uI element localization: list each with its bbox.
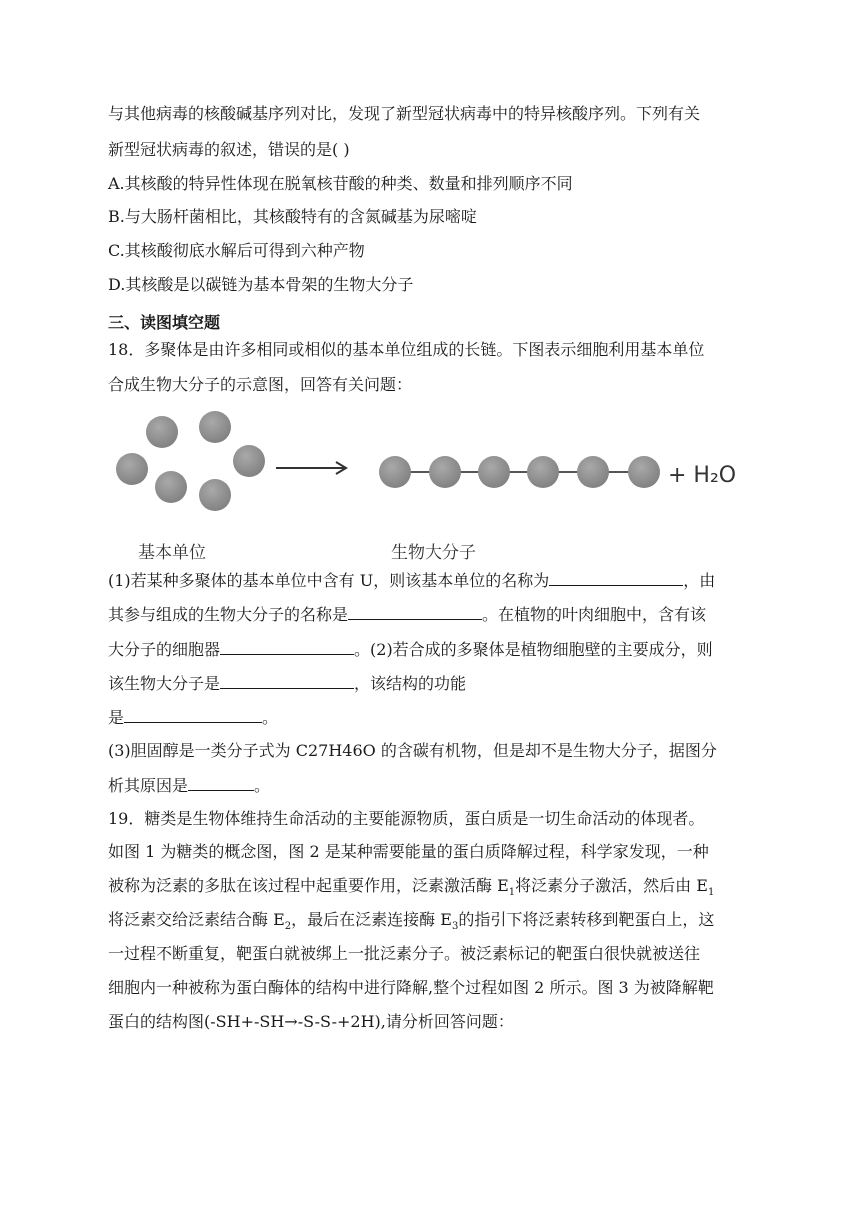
- q19-line-1: 19．糖类是生物体维持生命活动的主要能源物质，蛋白质是一切生命活动的体现者。: [108, 809, 705, 828]
- water-product-label: + H₂O: [668, 463, 737, 488]
- answer-blank-macromolecule-name[interactable]: [348, 604, 482, 620]
- q18-part2-line-1: [108, 673, 466, 694]
- q19-line-5: 一过程不断重复，靶蛋白就被绑上一批泛素分子。被泛素标记的靶蛋白很快就被送往: [108, 944, 701, 963]
- polymer-caption: 生物大分子: [391, 543, 476, 563]
- q18-part3-line-1: (3)胆固醇是一类分子式为 C27H46O 的含碳有机物，但是却不是生物大分子，据图分: [108, 741, 717, 760]
- polymer-unit: [527, 456, 559, 488]
- q18-p1-text-a: (1)若某种多聚体的基本单位中含有 U，则该基本单位的名称为: [108, 571, 550, 590]
- polymer-unit: [379, 456, 411, 488]
- subscript: 1: [508, 887, 516, 899]
- q19-line-7: 蛋白的结构图(-SH+-SH→-S-S-+2H),请分析回答问题：: [108, 1012, 514, 1031]
- q18-p7-text-b: 。: [254, 776, 271, 795]
- monomer-cluster: [116, 411, 265, 511]
- monomer-ball: [233, 445, 265, 477]
- reaction-arrow: [276, 462, 346, 474]
- monomer-ball: [116, 453, 148, 485]
- q18-part2-line-2: [108, 707, 278, 728]
- monomer-caption: 基本单位: [138, 543, 206, 563]
- monomer-ball: [199, 411, 231, 443]
- monomer-ball: [146, 416, 178, 448]
- q19-l4-text-c: 的指引下将泛素转移到靶蛋白上，这: [458, 910, 715, 929]
- q17-stem-line-1: 与其他病毒的核酸碱基序列对比，发现了新型冠状病毒中的特异核酸序列。下列有关: [108, 104, 701, 123]
- polymer-unit: [478, 456, 510, 488]
- q18-p3-text-a: 大分子的细胞器: [108, 640, 221, 659]
- subscript: 2: [284, 921, 292, 933]
- q19-line-3: [108, 876, 715, 899]
- q18-p2-text-a: 其参与组成的生物大分子的名称是: [108, 605, 349, 624]
- answer-blank-function[interactable]: [124, 707, 262, 723]
- monomer-ball: [155, 471, 187, 503]
- q18-p4-text-b: ，该结构的功能: [354, 674, 467, 693]
- q18-p5-text-a: 是: [108, 708, 125, 727]
- q19-l3-text-a: 被称为泛素的多肽在该过程中起重要作用，泛素激活酶 E: [108, 876, 509, 895]
- answer-blank-monomer-name[interactable]: [549, 570, 683, 586]
- q18-p5-text-b: 。: [262, 708, 279, 727]
- subscript: 3: [451, 921, 459, 933]
- q18-stem-line-1: 18．多聚体是由许多相同或相似的基本单位组成的长链。下图表示细胞利用基本单位: [108, 340, 705, 359]
- q18-p3-text-b: 。(2)若合成的多聚体是植物细胞壁的主要成分，则: [354, 640, 713, 659]
- answer-blank-reason[interactable]: [188, 775, 254, 791]
- polymer-unit: [628, 456, 660, 488]
- q18-stem-line-2: 合成生物大分子的示意图，回答有关问题：: [108, 375, 413, 394]
- q17-option-b: B.与大肠杆菌相比，其核酸特有的含氮碱基为尿嘧啶: [108, 207, 477, 226]
- q17-option-c: C.其核酸彻底水解后可得到六种产物: [108, 241, 365, 260]
- subscript: 1: [707, 887, 715, 899]
- polymer-unit: [429, 456, 461, 488]
- q19-line-6: 细胞内一种被称为蛋白酶体的结构中进行降解,整个过程如图 2 所示。图 3 为被降解靶: [108, 978, 714, 997]
- answer-blank-cell-wall-polymer[interactable]: [220, 673, 354, 689]
- q19-line-2: 如图 1 为糖类的概念图，图 2 是某种需要能量的蛋白质降解过程，科学家发现，一种: [108, 842, 709, 861]
- section-heading: 三、读图填空题: [108, 313, 221, 332]
- q18-p7-text-a: 析其原因是: [108, 776, 189, 795]
- q19-l4-text-a: 将泛素交给泛素结合酶 E: [108, 910, 285, 929]
- q18-part1-line-1: [108, 570, 715, 591]
- q19-line-4: [108, 910, 715, 933]
- q19-l4-text-b: ，最后在泛素连接酶 E: [291, 910, 452, 929]
- monomer-ball: [199, 479, 231, 511]
- q18-part1-line-3: [108, 639, 713, 660]
- polymer-chain: [379, 456, 660, 488]
- q17-option-d: D.其核酸是以碳链为基本骨架的生物大分子: [108, 275, 414, 294]
- polymer-unit: [577, 456, 609, 488]
- q17-stem-line-2: 新型冠状病毒的叙述，错误的是( ): [108, 140, 350, 159]
- q19-l3-text-b: 将泛素分子激活，然后由 E: [515, 876, 708, 895]
- q17-option-a: A.其核酸的特异性体现在脱氧核苷酸的种类、数量和排列顺序不同: [108, 174, 573, 193]
- answer-blank-organelle[interactable]: [220, 639, 354, 655]
- q18-p4-text-a: 该生物大分子是: [108, 674, 221, 693]
- q18-part3-line-2: [108, 775, 270, 796]
- q18-p1-text-b: ，由: [683, 571, 716, 590]
- q18-part1-line-2: [108, 604, 706, 625]
- q18-p2-text-b: 。在植物的叶肉细胞中，含有该: [482, 605, 707, 624]
- polymer-synthesis-figure: [108, 404, 758, 566]
